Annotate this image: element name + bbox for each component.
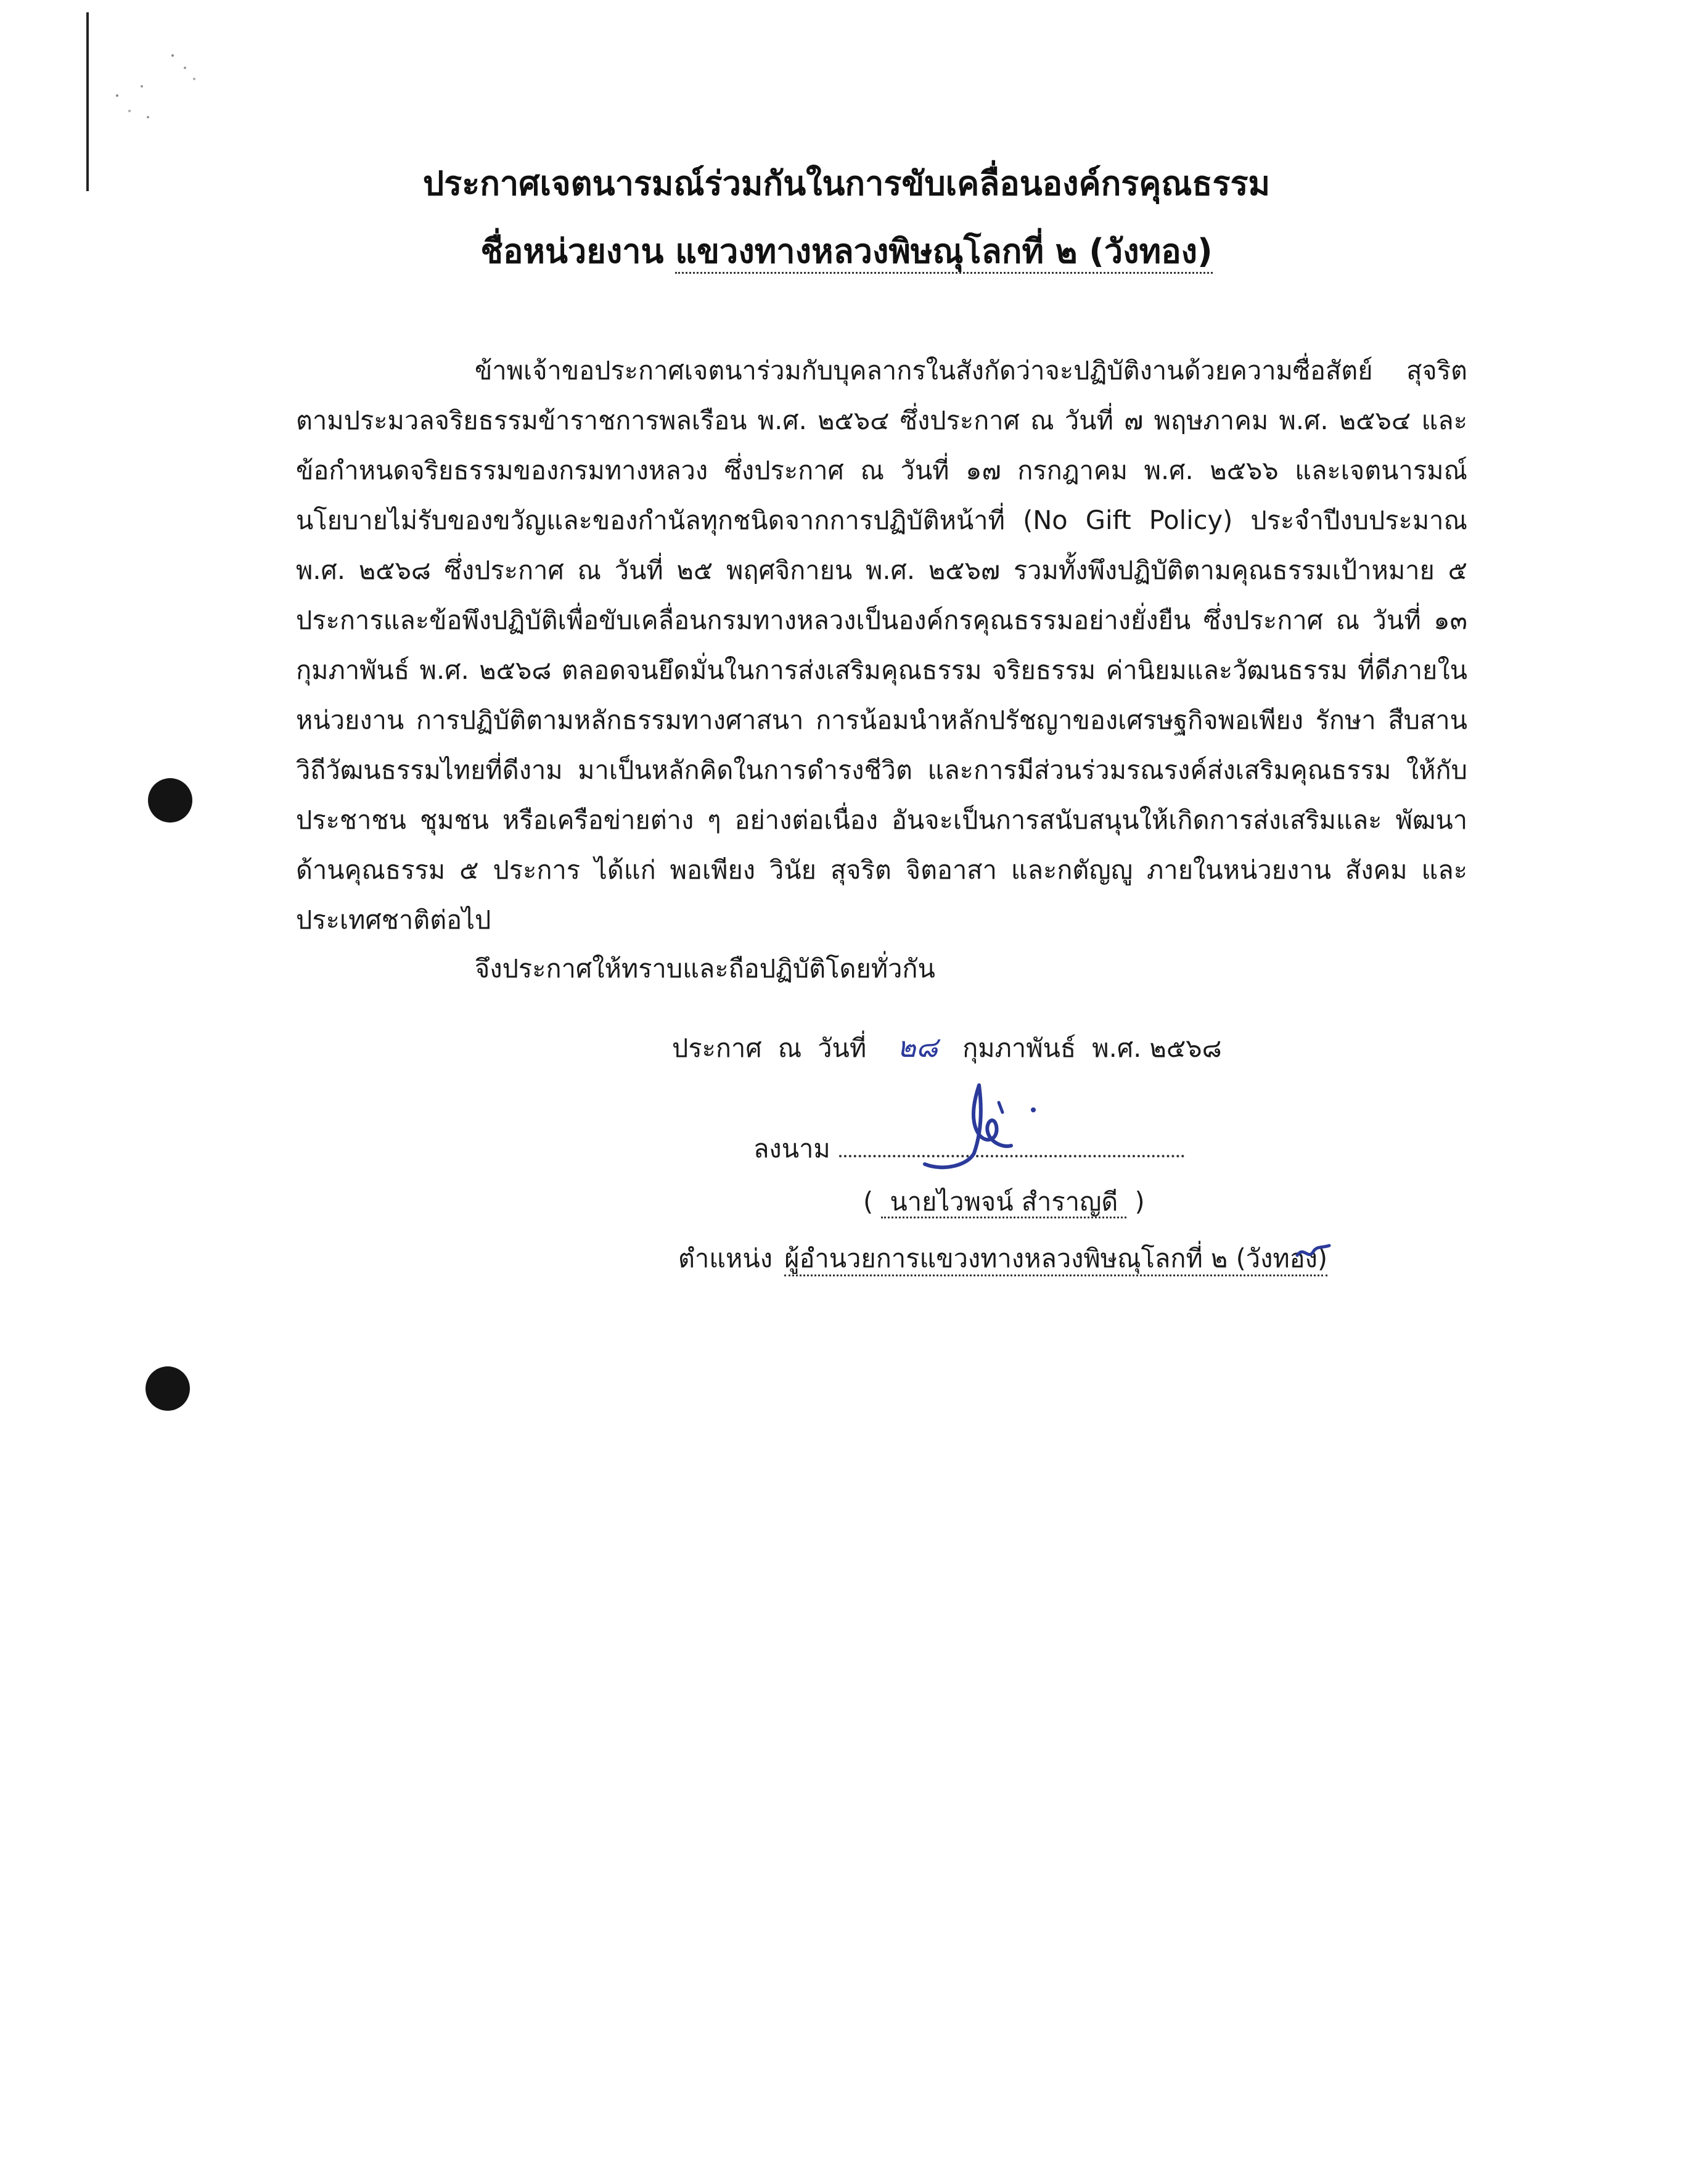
scan-specks	[105, 49, 216, 142]
announcement-date	[672, 1022, 1222, 1073]
declaration-body-text: ข้าพเจ้าขอประกาศเจตนาร่วมกับบุคลากรในสังกัดว่าจะปฏิบัติงานด้วยความซื่อสัตย์ สุจริต ตามประมวลจริยธรรมข้าราชการพลเรือน พ.ศ. ๒๕๖๔ ซึ่งประกาศ ณ วันที่ ๗ พฤษภาคม พ.ศ. ๒๕๖๔ และข้อกำหนดจริยธรรมของกรมทางหลวง ซึ่งประกาศ ณ วันที่ ๑๗ กรกฎาคม พ.ศ. ๒๕๖๖ และเจตนารมณ์ นโยบายไม่รับของขวัญและของกำนัลทุกชนิดจากการปฏิบัติหน้าที่ (No Gift Policy) ประจำปีงบประมาณ พ.ศ. ๒๕๖๘ ซึ่งประกาศ ณ วันที่ ๒๕ พฤศจิกายน พ.ศ. ๒๕๖๗ รวมทั้งพึงปฏิบัติตามคุณธรรมเป้าหมาย ๕ ประการและข้อพึงปฏิบัติเพื่อขับเคลื่อนกรมทางหลวงเป็นองค์กรคุณธรรมอย่างยั่งยืน ซึ่งประกาศ ณ วันที่ ๑๓ กุมภาพันธ์ พ.ศ. ๒๕๖๘ ตลอดจนยึดมั่นในการส่งเสริมคุณธรรม จริยธรรม ค่านิยมและวัฒนธรรม ที่ดีภายในหน่วยงาน การปฏิบัติตามหลักธรรมทางศาสนา การน้อมนำหลักปรัชญาของเศรษฐกิจพอเพียง รักษา สืบสานวิถีวัฒนธรรมไทยที่ดีงาม มาเป็นหลักคิดในการดำรงชีวิต และการมีส่วนร่วมรณรงค์ส่งเสริมคุณธรรม ให้กับประชาชน ชุมชน หรือเครือข่ายต่าง ๆ อย่างต่อเนื่อง อันจะเป็นการสนับสนุนให้เกิดการส่งเสริมและ พัฒนาด้านคุณธรรม ๕ ประการ ได้แก่ พอเพียง วินัย สุจริต จิตอาสา และกตัญญู ภายในหน่วยงาน สังคม และประเทศชาติต่อไป	[296, 355, 1467, 935]
announce-day-handwritten: ๒๘	[897, 1030, 938, 1064]
signer-name-line	[863, 1176, 1145, 1226]
agency-name: แขวงทางหลวงพิษณุโลกที่ ๒ (วังทอง)	[675, 232, 1212, 274]
punch-hole-lower	[146, 1366, 190, 1411]
signer-position-line	[678, 1233, 1327, 1283]
agency-label: ชื่อหน่วยงาน	[480, 232, 664, 271]
signer-name: นายไวพจน์ สำราญดี	[881, 1186, 1126, 1218]
announce-month: กุมภาพันธ์	[962, 1033, 1076, 1063]
declaration-body	[296, 345, 1467, 945]
closing-statement: จึงประกาศให้ทราบและถือปฏิบัติโดยทั่วกัน	[475, 953, 935, 983]
handwritten-signature	[906, 1067, 1091, 1172]
position-label: ตำแหน่ง	[678, 1243, 773, 1273]
handwritten-initial-mark	[1295, 1239, 1332, 1264]
announce-year: พ.ศ. ๒๕๖๘	[1092, 1033, 1222, 1063]
announce-at: ณ	[777, 1033, 802, 1063]
signer-position: ผู้อำนวยการแขวงทางหลวงพิษณุโลกที่ ๒ (วังทอง)	[784, 1243, 1327, 1276]
name-close-paren: )	[1134, 1186, 1145, 1217]
name-open-paren: (	[863, 1186, 874, 1217]
document-title: ประกาศเจตนารมณ์ร่วมกันในการขับเคลื่อนองค์กรคุณธรรม	[422, 164, 1271, 203]
punch-hole-upper	[148, 778, 192, 823]
sign-label: ลงนาม	[753, 1133, 830, 1164]
agency-line	[0, 229, 1693, 274]
announce-prefix: ประกาศ	[672, 1033, 762, 1063]
announce-day-label: วันที่	[818, 1033, 867, 1063]
